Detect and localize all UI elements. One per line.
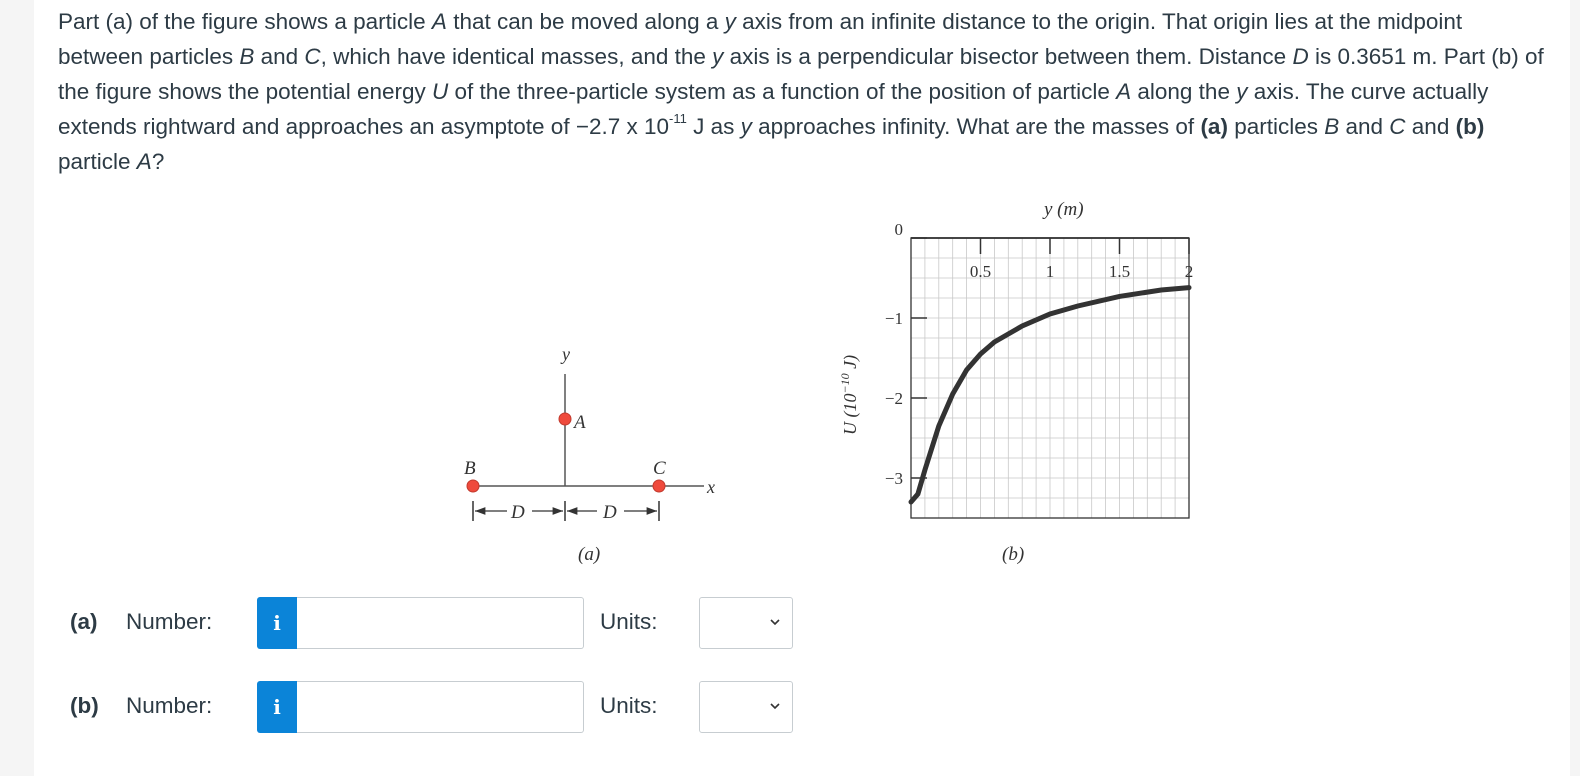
caption-b: (b) — [1002, 544, 1025, 565]
y-tick-label-minus2: −2 — [884, 389, 903, 408]
question-card — [34, 0, 1570, 776]
particle-b-label: B — [464, 458, 476, 479]
answer-b-info-button[interactable] — [257, 681, 297, 733]
answer-b-number-label: Number: — [126, 693, 213, 718]
x-axis-title: y (m) — [1044, 199, 1084, 220]
answer-b-number-input[interactable] — [297, 681, 584, 733]
particle-c — [653, 480, 665, 492]
chevron-down-icon — [770, 701, 780, 711]
particle-a — [559, 413, 571, 425]
x-tick-label-1.5: 1.5 — [1108, 262, 1131, 281]
question-text: Part (a) of the figure shows a particle A that can be moved along a y axis from an infinite distance to the origin. That origin lies at the midpoint between particles B and C, which have identical masses, and the y axis is a perpendicular bisector between them. Distance D is 0.3651 m. Part (b) of the figure shows the potential energy U of the three-particle system as a function of the position of particle A along the y axis. The curve actually extends rightward and approaches an asymptote of −2.7 x $10^{-11}$ J as y approaches infinity. What are the masses of (a) particles B and C and (b) particle A? — [58, 9, 1544, 174]
y-tick-label-minus3: −3 — [884, 469, 903, 488]
answer-a-number-input[interactable] — [297, 597, 584, 649]
chevron-down-icon — [770, 617, 780, 627]
answer-a-units-select[interactable] — [699, 597, 793, 649]
answer-a-number-label: Number: — [126, 609, 213, 634]
distance-label-left: D — [511, 502, 525, 523]
x-tick-label-0.5: 0.5 — [969, 262, 992, 281]
y-axis-title: U ($10^{-10}$ J) — [838, 354, 860, 435]
answer-a-part-label: (a) — [70, 609, 98, 634]
answer-b-part-label: (b) — [70, 693, 99, 718]
x-tick-label-1: 1 — [1045, 262, 1055, 281]
particle-c-label: C — [653, 458, 666, 479]
y-tick-label-minus1: −1 — [884, 309, 903, 328]
info-icon: i — [273, 695, 281, 719]
particle-a-label: A — [574, 412, 586, 433]
answer-a-units-label: Units: — [600, 609, 658, 634]
y-tick-label-0: 0 — [894, 220, 903, 239]
caption-a: (a) — [578, 544, 601, 565]
x-tick-label-2: 2 — [1184, 262, 1194, 281]
particle-b — [467, 480, 479, 492]
distance-label-right: D — [603, 502, 617, 523]
x-axis-label: x — [707, 477, 715, 497]
figure — [414, 190, 1234, 580]
answer-b-units-select[interactable] — [699, 681, 793, 733]
answer-b-units-label: Units: — [600, 693, 658, 718]
y-axis-label: y — [562, 344, 570, 364]
info-icon: i — [273, 611, 281, 635]
answer-a-info-button[interactable] — [257, 597, 297, 649]
figure-a — [464, 344, 715, 565]
figure-b-chart — [838, 199, 1193, 565]
